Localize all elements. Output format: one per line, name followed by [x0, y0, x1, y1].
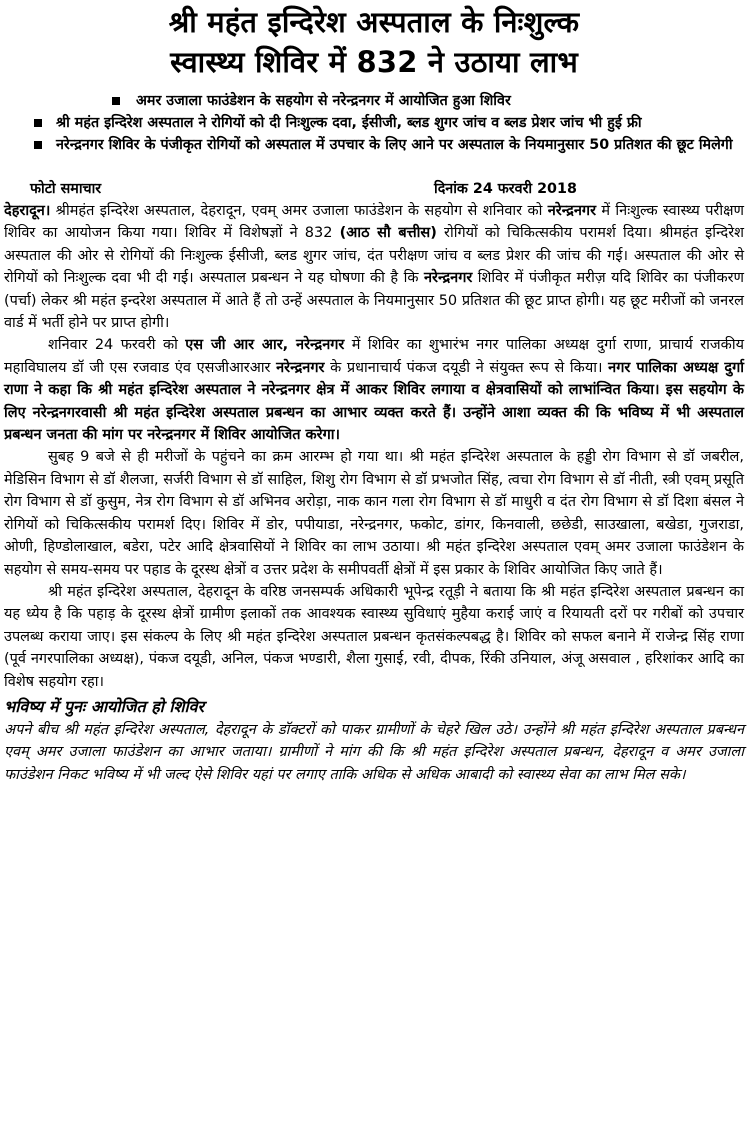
bullet-item [4, 90, 744, 112]
square-bullet-icon [34, 141, 42, 149]
bullet-text: अमर उजाला फाउंडेशन के सहयोग से नरेन्द्रनगर में आयोजित हुआ शिविर [136, 93, 511, 109]
date-label: दिनांक 24 फरवरी 2018 [434, 181, 577, 197]
body-paragraph-2 [4, 334, 744, 446]
bullet-text: नरेन्द्रनगर शिविर के पंजीकृत रोगियों को अस्पताल में उपचार के लिए आने पर अस्पताल के नियमानुसार 50 प्रतिशत की छूट मिलेगी [56, 137, 733, 153]
square-bullet-icon [112, 97, 120, 105]
dateline-city: देहरादून। [4, 203, 51, 219]
body-text: में शिविर का शुभारंभ नगर पालिका अध्यक्ष दुर्गा राणा, प्राचार्य राजकीय महाविघालय डॉ जी एस रजवाड एंव एसजीआरआर [4, 337, 744, 376]
body-text-bold: एस जी आर आर, नरेन्द्रनगर [185, 337, 345, 354]
body-text: शनिवार 24 फरवरी को [48, 337, 186, 354]
highlight-bullets [4, 90, 744, 156]
body-paragraph-3: सुबह 9 बजे से ही मरीजों के पहुंचने का क्रम आरम्भ हो गया था। श्री महंत इन्दिरेश अस्पताल के हड्डी रोग विभाग से डॉ जबरील, मेडिसिन विभाग से डॉ शैलजा, सर्जरी विभाग से डॉ साहिल, शिशु रोग विभाग से डॉ प्रभजोत सिंह, त्वचा रोग विभाग से डॉ नीती, स्त्री एवम् प्रसूति रोग विभाग से डॉ कुसुम, नेत्र रोग विभाग से डॉ अभिनव अरोड़ा, नाक कान गला रोग विभाग से डॉ माधुरी व दंत रोग विभाग से डॉ दिशा बंसल ने रोगियों को चिकित्सकीय परामर्श दिए। शिविर में डोर, पपीयाडा, नरेन्द्रनगर, फकोट, डांगर, किनवाली, छछेडी, साउखाला, बखेडा, गुजराडा, ओणी, हिण्डोलाखाल, बडेरा, पटेर आदि क्षेत्रवासियों ने शिविर का लाभ उठाया। श्री महंत इन्दिरेश अस्पताल एवम् अमर उजाला फाउंडेशन के सहयोग से समय-समय पर पहाड के दूरस्थ क्षेत्रों व उत्तर प्रदेश के समीपवर्ती क्षेत्रों में इस प्रकार के शिविर आयोजित किए जाते हैं। [4, 449, 744, 578]
body-text: शिविर में पंजीकृत मरीज़ यदि शिविर का पंजीकरण (पर्चा) लेकर श्री महंत इन्दरेश अस्पताल में आते हैं तो उन्हें अस्पताल के नियमानुसार 50 प्रतिशत की छूट प्राप्त होगी। यह छूट मरीजों को जनरल वार्ड में भर्ती होने पर प्राप्त होगी। [4, 270, 744, 332]
body-text: रोगियों को चिकित्सकीय परामर्श दिया। श्रीमहंत इन्दिरेश अस्पताल की ओर से रोगियों की निःशुल्क ईसीजी, ब्लड शुगर जांच, दंत परीक्षण जांच व ब्लड प्रेशर की जांच की गई। अस्पताल की ओर से रोगियों को निःशुल्क दवा भी दी गई। अस्पताल प्रबन्धन ने यह घोषणा की है कि [4, 225, 744, 287]
body-paragraph-4: श्री महंत इन्दिरेश अस्पताल, देहरादून के वरिष्ठ जनसम्पर्क अधिकारी भूपेन्द्र रतूड़ी ने बताया कि श्री महंत इन्दिरेश अस्पताल प्रबन्धन का यह ध्येय है कि पहाड़ के दूरस्थ क्षेत्रों ग्रामीण इलाकों तक आवश्यक स्वास्थ्य सुविधाएं मुहैया कराई जाएं व रियायती दरों पर गरीबों को उपचार उपलब्ध कराया जाए। इस संकल्प के लिए श्री महंत इन्दिरेश अस्पताल प्रबन्धन कृतसंकल्पबद्ध है। शिविर को सफल बनाने में राजेन्द्र सिंह राणा (पूर्व नगरपालिका अध्यक्ष), पंकज दयूडी, अनिल, पंकज भण्डारी, शैला गुसाई, रवी, दीपक, रिंकी उनियाल, अंजू असवाल , हरिशांकर आदि का विशेष सहयोग रहा। [4, 583, 744, 690]
body-text: के प्रधानाचार्य पंकज दयूडी ने संयुक्त रूप से किया। [324, 359, 609, 376]
body-text: श्रीमहंत इन्दिरेश अस्पताल, देहरादून, एवम् अमर उजाला फाउंडेशन के सहयोग से शनिवार को [50, 203, 548, 219]
square-bullet-icon [34, 119, 42, 127]
body-text-bold: नरेन्द्रनगर [423, 270, 473, 287]
dateline [4, 178, 744, 200]
headline [4, 2, 744, 82]
body-text-bold: नरेन्द्रनगर [547, 203, 597, 219]
headline-line-2: स्वास्थ्य शिविर में 832 ने उठाया लाभ [170, 45, 578, 79]
photo-news-label: फोटो समाचार [30, 181, 102, 197]
body-text-bold: (आठ सौ बत्तीस) [339, 225, 437, 242]
bullet-item [4, 112, 744, 134]
body-text-bold: नरेन्द्रनगर [276, 359, 325, 376]
closing-paragraph: अपने बीच श्री महंत इन्दिरेश अस्पताल, देहरादून के डॉक्टरों को पाकर ग्रामीणों के चेहरे खिल उठे। उन्होंने श्री महंत इन्दिरेश अस्पताल प्रबन्धन एवम् अमर उजाला फाउंडेशन का आभार जताया। ग्रामीणों ने मांग की कि श्री महंत इन्दिरेश अस्पताल प्रबन्धन, देहरादून व अमर उजाला फाउंडेशन निकट भविष्य में भी जल्द ऐसे शिविर यहां पर लगाए ताकि अधिक से अधिक आबादी को स्वास्थ्य सेवा का लाभ मिल सके। [4, 721, 744, 783]
body-text: में निःशुल्क स्वास्थ्य परीक्षण शिविर का आयोजन किया गया। शिविर में विशेषज्ञों ने 832 [4, 203, 744, 242]
bullet-text: श्री महंत इन्दिरेश अस्पताल ने रोगियों को दी निःशुल्क दवा, ईसीजी, ब्लड शुगर जांच व ब्लड प्रेशर जांच भी हुई फ्री [56, 115, 642, 131]
headline-line-1: श्री महंत इन्दिरेश अस्पताल के निःशुल्क [168, 5, 580, 39]
section-subhead: भविष्य में पुनः आयोजित हो शिविर [4, 696, 205, 716]
body-paragraph-1 [4, 200, 744, 334]
body-text-bold: नगर पालिका अध्यक्ष दुर्गा राणा ने कहा कि श्री महंत इन्दिरेश अस्पताल ने नरेन्द्रनगर क्षेत्र में आकर शिविर लगाया व क्षेत्रवासियों को लाभांन्वित किया। इस सहयोग के लिए नरेन्द्रनगरवासी श्री महंत इन्दिरेश अस्पताल प्रबन्धन का आभार व्यक्त करते हैं। उन्होंने आशा व्यक्त की कि भविष्य में भी अस्पताल प्रबन्धन जनता की मांग पर नरेन्द्रनगर में शिविर आयोजित करेगा। [4, 359, 744, 444]
bullet-item [4, 134, 744, 156]
